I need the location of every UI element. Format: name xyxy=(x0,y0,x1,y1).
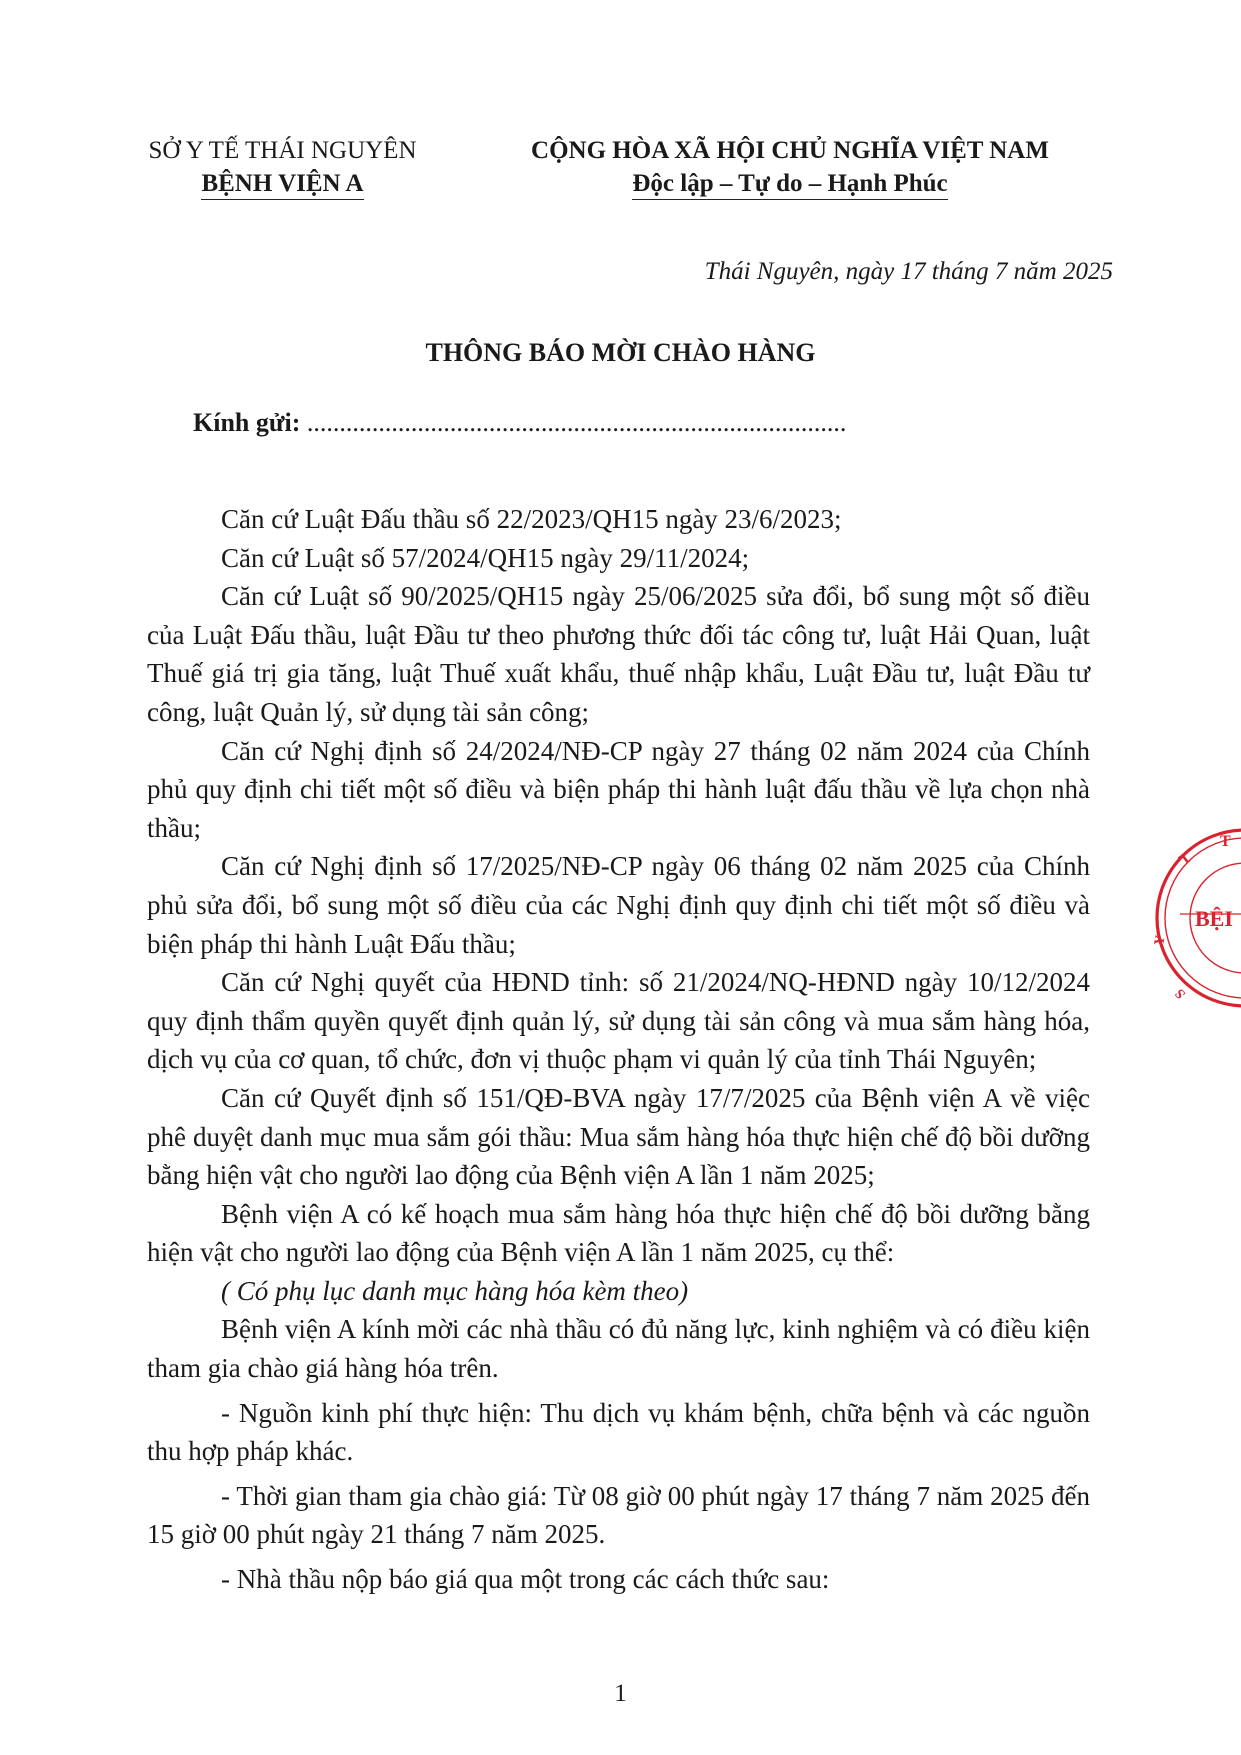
paragraph: Căn cứ Nghị định số 17/2025/NĐ-CP ngày 06 tháng 02 năm 2025 của Chính phủ sửa đổi, bổ sung một số điều của các Nghị định quy định chi tiết một số điều và biện pháp thi hành Luật Đấu thầu; xyxy=(147,851,1090,959)
document-body xyxy=(147,500,1090,1599)
nation-header xyxy=(480,134,1100,200)
agency-line1: SỞ Y TẾ THÁI NGUYÊN xyxy=(148,137,417,164)
paragraph: Căn cứ Nghị quyết của HĐND tỉnh: số 21/2024/NQ-HĐND ngày 10/12/2024 quy định thẩm quyền quyết định quản lý, sử dụng tài sản công và mua sắm hàng hóa, dịch vụ của cơ quan, tổ chức, đơn vị thuộc phạm vi quản lý của tỉnh Thái Nguyên; xyxy=(147,967,1090,1075)
paragraph: Căn cứ Nghị định số 24/2024/NĐ-CP ngày 27 tháng 02 năm 2024 của Chính phủ quy định chi tiết một số điều và biện pháp thi hành luật đấu thầu về lựa chọn nhà thầu; xyxy=(147,735,1090,843)
seal-icon xyxy=(1140,826,1241,1016)
nation-line1: CỘNG HÒA XÃ HỘI CHỦ NGHĨA VIỆT NAM xyxy=(531,137,1049,164)
nation-motto: Độc lập – Tự do – Hạnh Phúc xyxy=(632,169,947,200)
paragraph: Bệnh viện A có kế hoạch mua sắm hàng hóa thực hiện chế độ bồi dưỡng bằng hiện vật cho người lao động của Bệnh viện A lần 1 năm 2025, cụ thể: xyxy=(147,1198,1090,1268)
recipient-line xyxy=(193,408,846,438)
paragraph: Căn cứ Luật Đấu thầu số 22/2023/QH15 ngày 23/6/2023; xyxy=(221,504,842,534)
svg-text:S: S xyxy=(1172,985,1190,1002)
recipient-dots: ................................................................................... xyxy=(300,408,847,437)
paragraph: - Thời gian tham gia chào giá: Từ 08 giờ 00 phút ngày 17 tháng 7 năm 2025 đến 15 giờ 00 phút ngày 21 tháng 7 năm 2025. xyxy=(147,1480,1090,1550)
svg-text:T: T xyxy=(1175,849,1195,870)
paragraph: - Nhà thầu nộp báo giá qua một trong các cách thức sau: xyxy=(221,1564,830,1595)
seal-text: BỆI xyxy=(1195,906,1233,931)
document-date: Thái Nguyên, ngày 17 tháng 7 năm 2025 xyxy=(704,258,1113,285)
paragraph: Bệnh viện A kính mời các nhà thầu có đủ năng lực, kinh nghiệm và có điều kiện tham gia chào giá hàng hóa trên. xyxy=(147,1314,1090,1384)
svg-text:Y: Y xyxy=(1152,934,1169,947)
page-number: 1 xyxy=(614,1680,627,1707)
agency-header xyxy=(130,134,435,200)
red-seal-stamp xyxy=(1140,826,1241,1016)
paragraph: Căn cứ Quyết định số 151/QĐ-BVA ngày 17/7/2025 của Bệnh viện A về việc phê duyệt danh mục mua sắm gói thầu: Mua sắm hàng hóa thực hiện chế độ bồi dưỡng bằng hiện vật cho người lao động của Bệnh viện A lần 1 năm 2025; xyxy=(147,1082,1090,1191)
paragraph: Căn cứ Luật số 90/2025/QH15 ngày 25/06/2025 sửa đổi, bổ sung một số điều của Luật Đấu thầu, luật Đầu tư theo phương thức đối tác công tư, luật Hải Quan, luật Thuế giá trị gia tăng, luật Thuế xuất khẩu, thuế nhập khẩu, Luật Đầu tư, luật Đầu tư công, luật Quản lý, sử dụng tài sản công; xyxy=(147,581,1090,727)
paragraph: - Nguồn kinh phí thực hiện: Thu dịch vụ khám bệnh, chữa bệnh và các nguồn thu hợp pháp khác. xyxy=(147,1397,1090,1467)
paragraph: Căn cứ Luật số 57/2024/QH15 ngày 29/11/2024; xyxy=(221,542,750,573)
paragraph-appendix-note: ( Có phụ lục danh mục hàng hóa kèm theo) xyxy=(221,1275,689,1306)
agency-line2: BỆNH VIỆN A xyxy=(201,169,363,200)
recipient-label: Kính gửi: xyxy=(193,408,301,437)
svg-text:T: T xyxy=(1220,833,1231,850)
document-title: THÔNG BÁO MỜI CHÀO HÀNG xyxy=(425,338,816,367)
